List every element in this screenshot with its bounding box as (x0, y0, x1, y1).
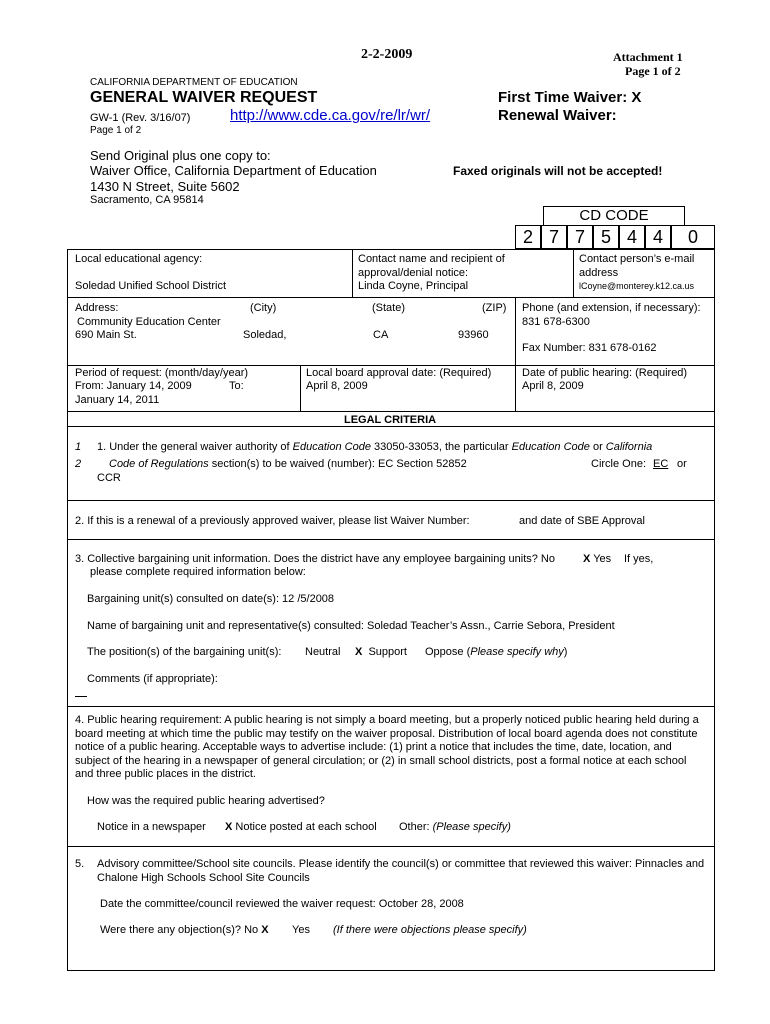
address-line-1: Community Education Center (77, 316, 221, 328)
address-zip: 93960 (458, 329, 489, 341)
department-name: CALIFORNIA DEPARTMENT OF EDUCATION (90, 77, 298, 88)
q3-oppose: Oppose (Please specify why) (425, 646, 568, 658)
period-to-label: To: (229, 380, 244, 392)
q3-position-label: The position(s) of the bargaining unit(s): (87, 646, 282, 658)
divider (67, 500, 715, 501)
q3-unit-name: Name of bargaining unit and representative(s) consulted: Soledad Teacher’s Assn., Carrie Sebora, President (87, 620, 615, 632)
send-line-4: Sacramento, CA 95814 (90, 194, 204, 206)
divider (352, 249, 353, 297)
q5-yes: Yes (292, 924, 310, 936)
divider (67, 411, 715, 412)
address-label: Address: (75, 302, 119, 314)
period-from: From: January 14, 2009 (75, 380, 192, 392)
cd-code-label: CD CODE (579, 207, 649, 224)
period-to-value: January 14, 2011 (75, 394, 160, 406)
send-line-3: 1430 N Street, Suite 5602 (90, 179, 240, 194)
divider (67, 846, 715, 847)
email-label-1: Contact person’s e-mail (579, 253, 695, 265)
q3-instructions: please complete required information below: (90, 566, 306, 578)
q4-posted-option: X Notice posted at each school (225, 821, 377, 833)
hearing-date-value: April 8, 2009 (522, 380, 584, 392)
legal-criteria-title: LEGAL CRITERIA (344, 414, 437, 426)
q3-consulted-date: Bargaining unit(s) consulted on date(s): 12 /5/2008 (87, 593, 335, 605)
cd-digit: 2 (515, 225, 541, 249)
cd-digit: 4 (645, 225, 671, 249)
agency-value: Soledad Unified School District (75, 280, 227, 292)
q5-number: 5. (75, 858, 85, 870)
board-approval-value: April 8, 2009 (306, 380, 368, 392)
cd-digit: 0 (671, 225, 715, 249)
q5-objections: Were there any objection(s)? No X (100, 924, 269, 936)
cd-digit: 5 (593, 225, 619, 249)
period-label: Period of request: (month/day/year) (75, 367, 249, 379)
circle-one-label: Circle One: (591, 458, 647, 470)
q3-comments-label: Comments (if appropriate): (87, 673, 218, 685)
q3-if-yes: If yes, (624, 553, 654, 565)
city-label: (City) (250, 302, 277, 314)
q3-neutral: Neutral (305, 646, 341, 658)
fax-value: Fax Number: 831 678-0162 (522, 342, 657, 354)
document-date: 2-2-2009 (361, 47, 413, 62)
waiver-url-link[interactable]: http://www.cde.ca.gov/re/lr/wr/ (230, 107, 431, 124)
divider (67, 539, 715, 540)
q1-line-2: Code of Regulations section(s) to be waived (number): EC Section 52852 (109, 458, 467, 470)
address-city: Soledad, (243, 329, 287, 341)
cd-digit: 7 (567, 225, 593, 249)
address-line-2: 690 Main St. (75, 329, 137, 341)
q5-if-objections: (If there were objections please specify) (333, 924, 527, 936)
email-label-2: address (579, 267, 619, 279)
agency-label: Local educational agency: (75, 253, 203, 265)
address-state: CA (373, 329, 389, 341)
contact-label-2: approval/denial notice: (358, 267, 469, 279)
divider (573, 249, 574, 297)
contact-label-1: Contact name and recipient of (358, 253, 505, 265)
divider (515, 297, 516, 365)
q3-support: X Support (355, 646, 407, 658)
page-of-label: Page 1 of 2 (625, 64, 681, 78)
cd-digit: 4 (619, 225, 645, 249)
q2-text: 2. If this is a renewal of a previously approved waiver, please list Waiver Number: (75, 515, 470, 527)
page-small-label: Page 1 of 2 (90, 125, 142, 136)
q1-line-1: 1. Under the general waiver authority of Education Code 33050-33053, the particular Education Code or California (97, 441, 653, 453)
form-number: GW-1 (Rev. 3/16/07) (90, 112, 191, 124)
q2-sbe: and date of SBE Approval (519, 515, 645, 527)
ccr-option: CCR (97, 472, 121, 484)
cd-code-header (543, 206, 685, 226)
or-text: or (677, 458, 687, 470)
board-approval-label: Local board approval date: (Required) (306, 367, 492, 379)
first-time-waiver: First Time Waiver: X (498, 89, 642, 106)
q5-review-date: Date the committee/council reviewed the waiver request: October 28, 2008 (100, 898, 464, 910)
cd-digit: 7 (541, 225, 567, 249)
q4-text: 4. Public hearing requirement: A public hearing is not simply a board meeting, but a properly noticed public hearing held during a board meeting at which time the public may testify on the waiver proposal. Distribution of local board agenda does not constitute notice of a public hearing. Acceptable ways to advertise include: (1) print a notice that includes the time, date, location, and subject of the hearing in a newspaper of general circulation; or (2) in small school districts, post a formal notice at each school and three public places in the district. (75, 714, 699, 780)
q3-text: 3. Collective bargaining unit information. Does the district have any employee bargaining units? No (75, 553, 555, 565)
q3-yes: X Yes (583, 553, 612, 565)
side-number-2: 2 (75, 458, 82, 470)
send-line-1: Send Original plus one copy to: (90, 148, 271, 163)
divider (67, 426, 715, 427)
state-label: (State) (372, 302, 406, 314)
zip-label: (ZIP) (482, 302, 507, 314)
divider (515, 365, 516, 411)
divider (300, 365, 301, 411)
form-title: GENERAL WAIVER REQUEST (90, 89, 318, 106)
q5-text: Advisory committee/School site councils. Please identify the council(s) or committee that reviewed this waiver: Pinnacles and Chalone High Schools School Site Councils (97, 858, 705, 884)
faxed-warning: Faxed originals will not be accepted! (453, 164, 663, 178)
q4-newspaper-option: Notice in a newspaper (97, 821, 206, 833)
renewal-waiver: Renewal Waiver: (498, 107, 617, 124)
contact-value: Linda Coyne, Principal (358, 280, 469, 292)
divider (67, 706, 715, 707)
attachment-label: Attachment 1 (613, 50, 683, 64)
hearing-date-label: Date of public hearing: (Required) (522, 367, 688, 379)
divider (67, 297, 715, 298)
ec-option: EC (653, 458, 669, 470)
comment-underline (75, 696, 87, 697)
phone-label: Phone (and extension, if necessary): (522, 302, 701, 314)
q4-other-option: Other: (Please specify) (399, 821, 511, 833)
email-value: lCoyne@monterey.k12.ca.us (579, 281, 695, 291)
side-number-1: 1 (75, 441, 82, 453)
send-line-2: Waiver Office, California Department of Education (90, 163, 377, 178)
divider (67, 365, 715, 366)
q4-how-label: How was the required public hearing advertised? (87, 795, 325, 807)
phone-value: 831 678-6300 (522, 316, 590, 328)
